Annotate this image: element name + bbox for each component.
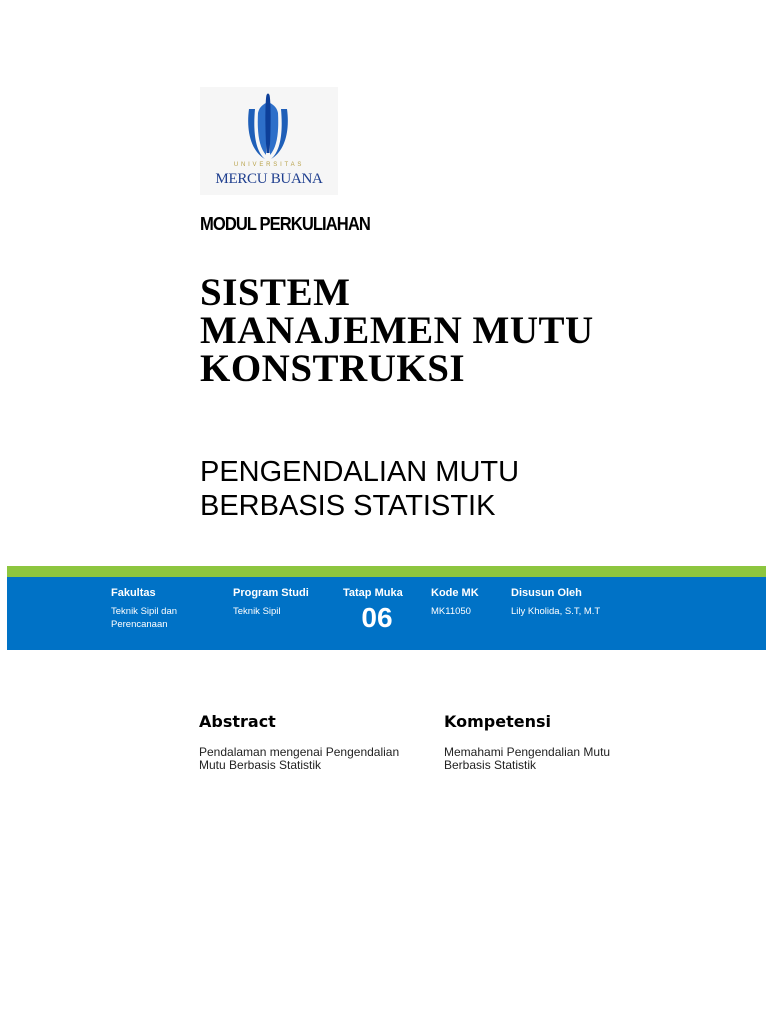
green-divider bbox=[7, 566, 766, 577]
abstract-text bbox=[199, 746, 424, 772]
subtitle-line: BERBASIS STATISTIK bbox=[200, 490, 496, 522]
abstract-text-line: Mutu Berbasis Statistik bbox=[199, 758, 322, 772]
flame-emblem-icon bbox=[245, 91, 291, 161]
program-studi-value: Teknik Sipil bbox=[233, 606, 281, 617]
disusun-oleh-heading: Disusun Oleh bbox=[511, 587, 582, 599]
university-logo bbox=[200, 87, 338, 195]
fakultas-heading: Fakultas bbox=[111, 587, 156, 599]
kode-mk-heading: Kode MK bbox=[431, 587, 479, 599]
title-line: KONSTRUKSI bbox=[200, 347, 466, 390]
tatap-muka-heading: Tatap Muka bbox=[343, 587, 403, 599]
tatap-muka-value: 06 bbox=[361, 602, 393, 633]
title-line: SISTEM bbox=[200, 271, 351, 314]
module-label: MODUL PERKULIAHAN bbox=[200, 214, 370, 234]
fakultas-value-line: Perencanaan bbox=[111, 619, 168, 630]
logo-name: MERCU BUANA bbox=[215, 171, 323, 187]
kompetensi-text-line: Memahami Pengendalian Mutu bbox=[444, 745, 611, 759]
program-studi-heading: Program Studi bbox=[233, 587, 309, 599]
title-line: MANAJEMEN MUTU bbox=[200, 309, 594, 352]
kompetensi-text-line: Berbasis Statistik bbox=[444, 758, 537, 772]
fakultas-value-line: Teknik Sipil dan bbox=[111, 606, 178, 617]
disusun-oleh-value: Lily Kholida, S.T, M.T bbox=[511, 606, 601, 617]
abstract-text-line: Pendalaman mengenai Pengendalian bbox=[199, 745, 400, 759]
kompetensi-heading: Kompetensi bbox=[444, 712, 551, 731]
program-studi-column bbox=[233, 587, 333, 618]
kode-mk-value: MK11050 bbox=[431, 606, 471, 617]
page-subtitle bbox=[200, 455, 720, 523]
tatap-muka-column bbox=[343, 587, 411, 634]
kompetensi-text bbox=[444, 746, 669, 772]
abstract-heading: Abstract bbox=[199, 712, 276, 731]
kode-mk-column bbox=[431, 587, 501, 618]
disusun-oleh-column bbox=[511, 587, 661, 618]
fakultas-column bbox=[111, 587, 221, 631]
logo-tagline: UNIVERSITAS bbox=[233, 162, 305, 168]
fakultas-value bbox=[111, 605, 221, 631]
subtitle-line: PENGENDALIAN MUTU bbox=[200, 456, 520, 488]
page-title bbox=[200, 271, 720, 390]
